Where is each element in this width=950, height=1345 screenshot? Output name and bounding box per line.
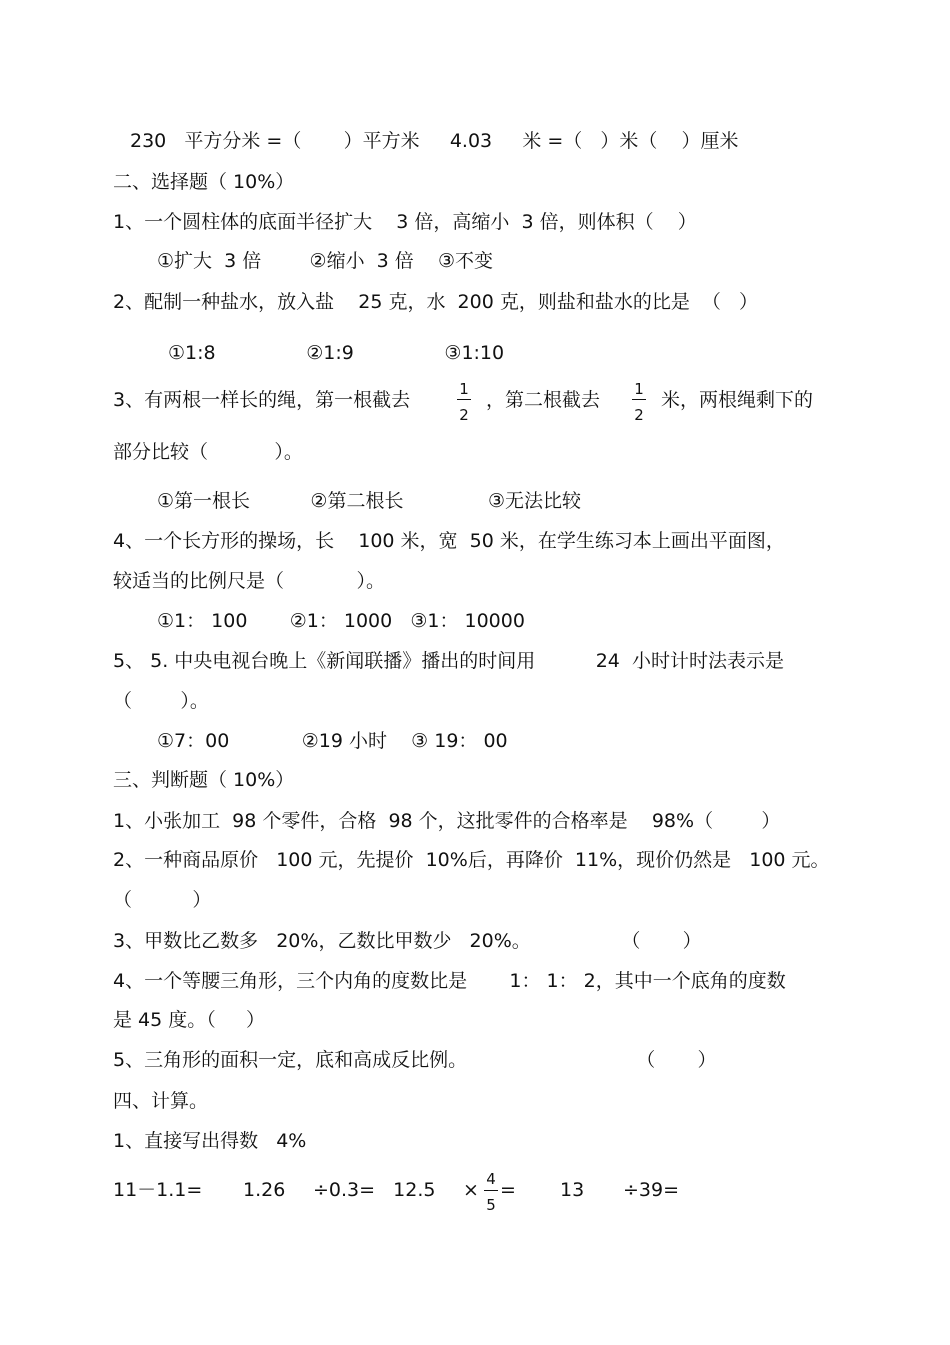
calc-item: 13 (560, 1179, 585, 1201)
fraction-bar (484, 1190, 498, 1191)
section-heading-true-false: 三、判断题（ 10%） (113, 769, 295, 791)
calc-item: ÷39= (623, 1179, 680, 1201)
question-text: 3、有两根一样长的绳，第一根截去 (113, 389, 411, 411)
question-text: 5、三角形的面积一定，底和高成反比例。 （ ） (113, 1049, 717, 1071)
question-text: 4、一个长方形的操场，长 100 米，宽 50 米，在学生练习本上画出平面图， (113, 530, 785, 552)
question-text: （ ）。 (113, 690, 209, 712)
calc-equals: = (500, 1179, 516, 1201)
fraction-bar (632, 399, 646, 400)
section-heading-calculation: 四、计算。 (113, 1090, 209, 1112)
fraction-denominator: 2 (634, 406, 644, 424)
fraction-denominator: 2 (459, 406, 469, 424)
fraction-denominator: 5 (486, 1196, 496, 1214)
question-text: 4、一个等腰三角形，三个内角的度数比是 1： 1： 2，其中一个底角的度数 (113, 970, 786, 992)
section-heading-multiple-choice: 二、选择题（ 10%） (113, 171, 295, 193)
answer-options: ①扩大 3 倍 ②缩小 3 倍 ③不变 (157, 250, 493, 272)
multiply-sign: × (463, 1179, 479, 1201)
answer-options: ①7：00 ②19 小时 ③ 19： 00 (157, 730, 508, 752)
answer-options: ①1： 100 ②1： 1000 ③1： 10000 (157, 610, 525, 632)
question-text: 米，两根绳剩下的 (661, 389, 814, 411)
calc-item: ÷0.3= 12.5 (313, 1179, 436, 1201)
fraction-numerator: 1 (634, 380, 644, 398)
subsection-heading: 1、直接写出得数 4% (113, 1130, 307, 1152)
calc-item: 11－1.1= (113, 1179, 203, 1201)
fraction-bar (457, 399, 471, 400)
question-text: （ ） (113, 889, 212, 911)
question-text: 1、一个圆柱体的底面半径扩大 3 倍，高缩小 3 倍，则体积（ ） (113, 211, 697, 233)
fraction-numerator: 1 (459, 380, 469, 398)
question-text: 5、 5. 中央电视台晚上《新闻联播》播出的时间用 24 小时计时法表示是 (113, 650, 784, 672)
question-text: 2、一种商品原价 100 元，先提价 10%后，再降价 11%，现价仍然是 100 元。 (113, 849, 830, 871)
question-text: ，第二根截去 (486, 389, 601, 411)
answer-options: ①1:8 ②1:9 ③1:10 (168, 342, 505, 364)
question-text: 较适当的比例尺是（ ）。 (113, 570, 385, 592)
fraction-numerator: 4 (486, 1170, 496, 1188)
calc-item: 1.26 (243, 1179, 286, 1201)
question-text: 1、小张加工 98 个零件，合格 98 个，这批零件的合格率是 98%（ ） (113, 810, 781, 832)
question-text: 2、配制一种盐水，放入盐 25 克，水 200 克，则盐和盐水的比是 （ ） (113, 291, 759, 313)
question-text: 是 45 度。（ ） (113, 1009, 265, 1031)
unit-conversion-line: 230 平方分米 =（ ）平方米 4.03 米 =（ ）米（ ）厘米 (130, 130, 739, 152)
answer-options: ①第一根长 ②第二根长 ③无法比较 (157, 490, 582, 512)
question-text: 3、甲数比乙数多 20%，乙数比甲数少 20%。 （ ） (113, 930, 702, 952)
question-text: 部分比较（ ）。 (113, 441, 303, 463)
